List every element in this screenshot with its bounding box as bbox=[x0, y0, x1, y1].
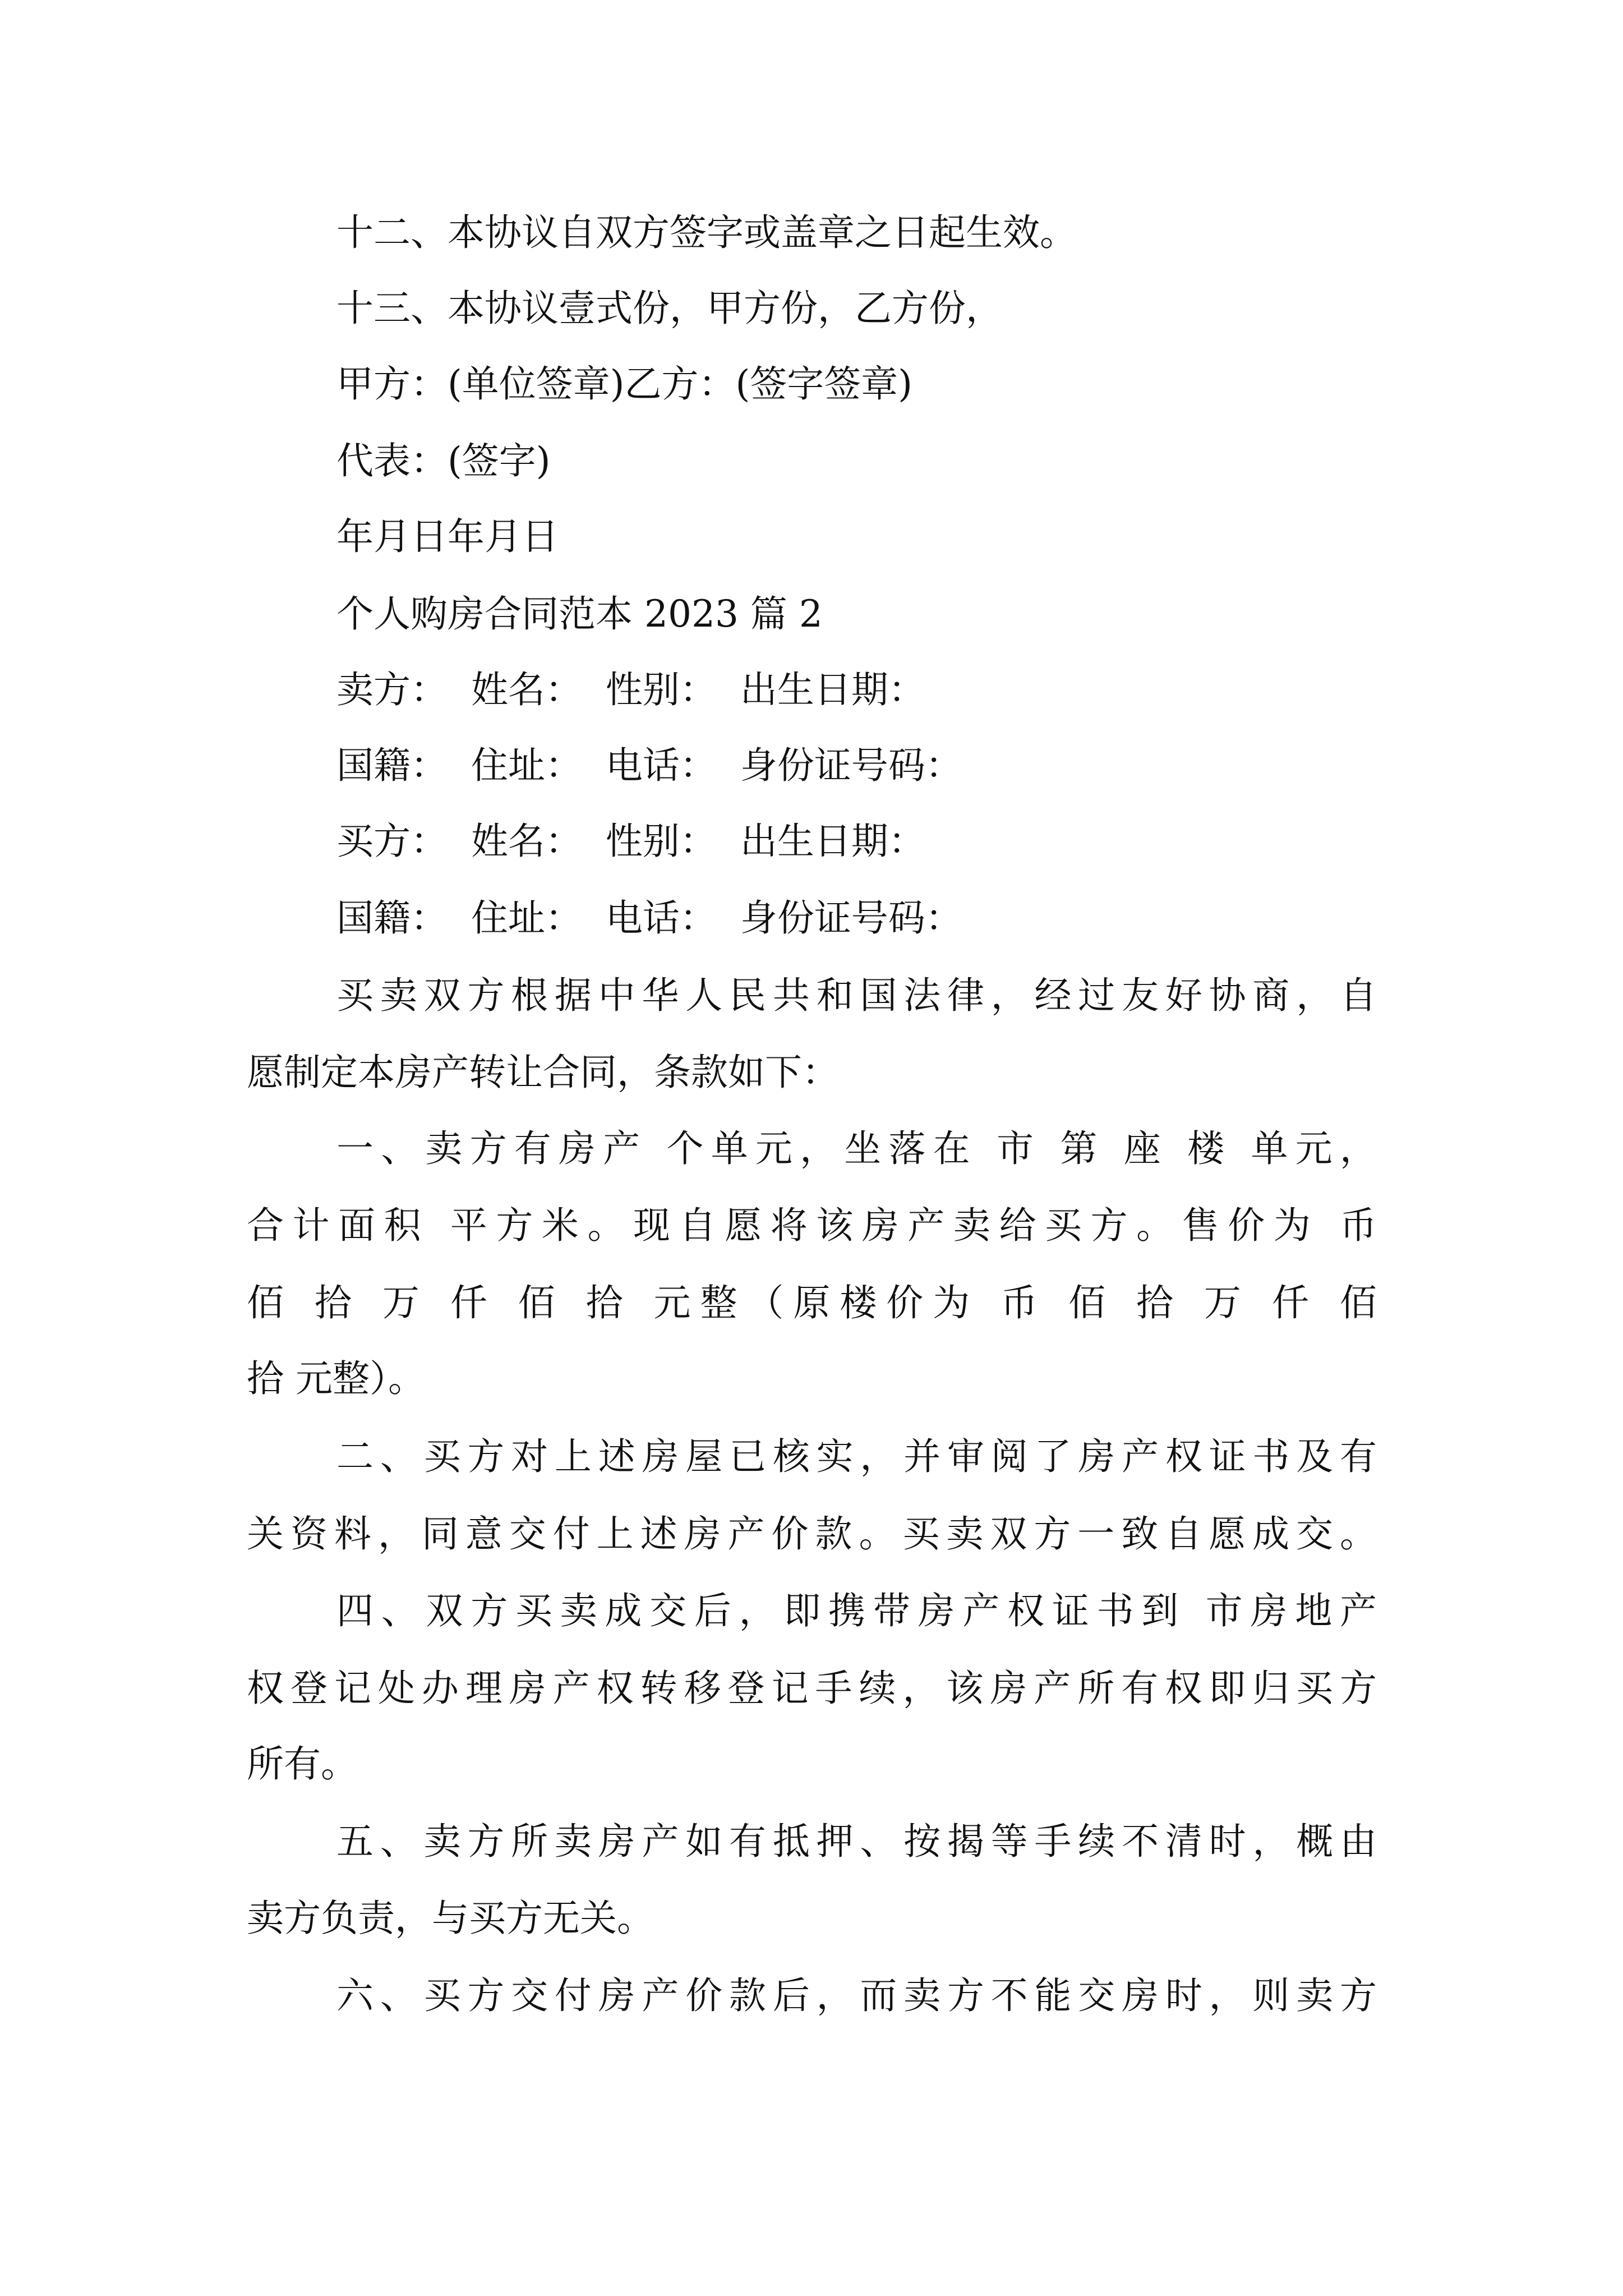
clause-13-line: 十三、本协议壹式份，甲方份，乙方份， bbox=[336, 287, 1003, 330]
clause-5-line-1: 五、卖方所卖房产如有抵押、按揭等手续不清时，概由 bbox=[336, 1820, 1384, 1863]
clause-2-line-2: 关资料，同意交付上述房产价款。买卖双方一致自愿成交。 bbox=[247, 1512, 1384, 1556]
clause-6-line-1: 六、买方交付房产价款后，而卖方不能交房时，则卖方 bbox=[336, 1974, 1384, 2017]
seller-nationality-line: 国籍： 住址： 电话： 身份证号码： bbox=[336, 744, 962, 787]
preamble-line-1: 买卖双方根据中华人民共和国法律，经过友好协商，自 bbox=[336, 974, 1384, 1017]
clause-12-line: 十二、本协议自双方签字或盖章之日起生效。 bbox=[336, 211, 1077, 254]
clause-4-line-2: 权登记处办理房产权转移登记手续，该房产所有权即归买方 bbox=[247, 1667, 1384, 1710]
preamble-line-2: 愿制定本房产转让合同，条款如下： bbox=[247, 1051, 839, 1094]
clause-2-line-1: 二、买方对上述房屋已核实，并审阅了房产权证书及有 bbox=[336, 1435, 1384, 1478]
buyer-nationality-line: 国籍： 住址： 电话： 身份证号码： bbox=[336, 896, 962, 940]
section-heading: 个人购房合同范本 2023 篇 2 bbox=[336, 592, 823, 636]
clause-1-line-2: 合计面积 平方米。现自愿将该房产卖给买方。售价为 币 bbox=[247, 1204, 1386, 1247]
clause-4-line-1: 四、双方买卖成交后，即携带房产权证书到 市房地产 bbox=[336, 1589, 1385, 1632]
seller-info-line: 卖方： 姓名： 性别： 出生日期： bbox=[336, 668, 925, 711]
representative-line: 代表：(签字) bbox=[336, 439, 551, 482]
clause-1-line-4: 拾 元整）。 bbox=[247, 1357, 425, 1400]
clause-5-line-2: 卖方负责，与买方无关。 bbox=[247, 1897, 654, 1940]
clause-1-line-3: 佰 拾 万 仟 佰 拾 元整（原楼价为 币 佰 拾 万 仟 佰 bbox=[247, 1281, 1386, 1324]
clause-1-line-1: 一、卖方有房产 个单元，坐落在 市 第 座 楼 单元， bbox=[336, 1127, 1385, 1170]
party-signature-line: 甲方：(单位签章)乙方：(签字签章) bbox=[336, 362, 912, 406]
date-line: 年月日年月日 bbox=[336, 515, 559, 558]
clause-4-line-3: 所有。 bbox=[247, 1742, 358, 1786]
buyer-info-line: 买方： 姓名： 性别： 出生日期： bbox=[336, 820, 925, 863]
